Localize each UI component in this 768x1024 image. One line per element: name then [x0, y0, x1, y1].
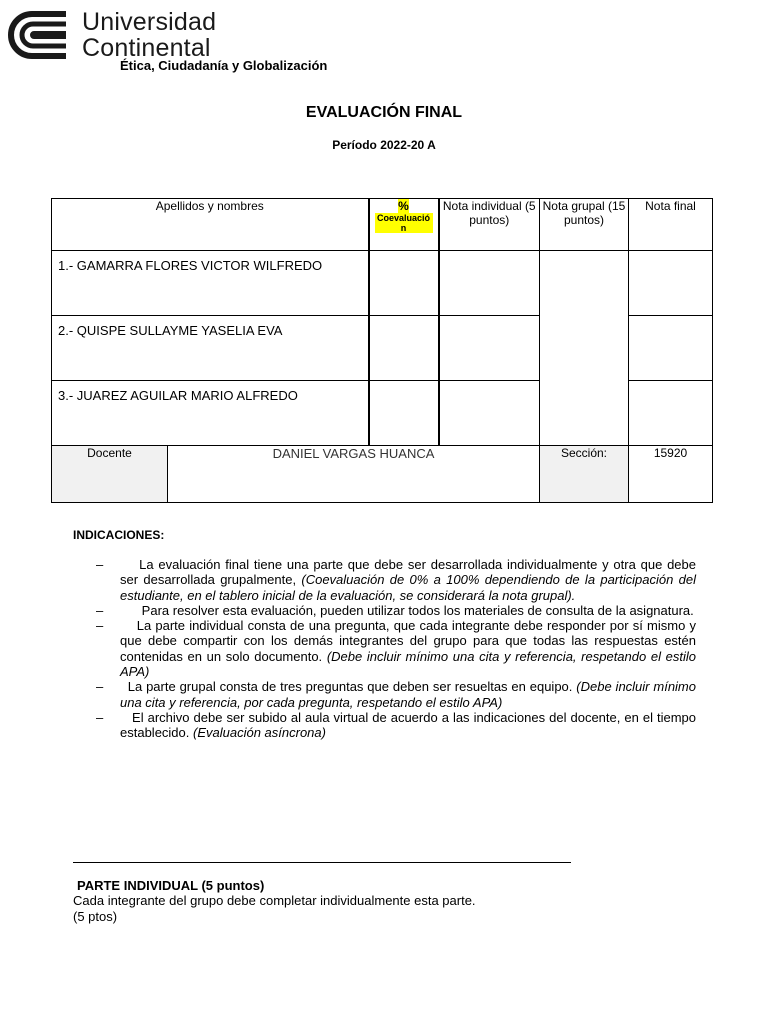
dash-bullet: – [96, 602, 104, 618]
subject-name: Ética, Ciudadanía y Globalización [120, 58, 328, 73]
university-logo [8, 10, 72, 60]
dash-bullet: – [96, 679, 104, 695]
section-value: 15920 [629, 446, 713, 503]
list-item [96, 603, 696, 618]
indication-note: (Debe incluir mínimo una cita y referencia, respetando el estilo APA) [120, 648, 696, 680]
indication-text: La parte individual consta de una pregunta, que cada integrante debe responder por sí mismo y que debe compartir con los demás integrantes del grupo para que todas las respuestas estén contenidas en un solo documento. [120, 618, 696, 664]
indication-note: (Coevaluación de 0% a 100% dependiendo de la participación del estudiante, en el tablero inicial de la evaluación, se considerará la nota grupal). [120, 572, 696, 603]
final-grade-cell[interactable] [629, 381, 713, 446]
list-item [96, 557, 696, 603]
individual-grade-cell[interactable] [439, 381, 540, 446]
table-row [52, 251, 713, 316]
indication-text: La evaluación final tiene una parte que debe ser desarrollada individualmente y otra que debe ser desarrollada grupalmente, [120, 557, 696, 588]
table-header-row [52, 199, 713, 251]
header-coevaluation [369, 199, 439, 251]
student-name: 2.- QUISPE SULLAYME YASELIA EVA [52, 316, 369, 381]
coevaluation-cell[interactable] [369, 251, 439, 316]
teacher-row [52, 446, 713, 503]
list-item [96, 618, 696, 679]
part-title: PARTE INDIVIDUAL (5 puntos) [77, 878, 265, 893]
list-item [96, 679, 696, 710]
indication-note: (Debe incluir mínimo una cita y referencia, por cada pregunta, respetando el estilo APA) [120, 679, 696, 710]
section-divider [73, 862, 571, 863]
student-name: 3.- JUAREZ AGUILAR MARIO ALFREDO [52, 381, 369, 446]
section-label: Sección: [540, 446, 629, 503]
university-name: Universidad Continental [82, 8, 217, 62]
header-names: Apellidos y nombres [52, 199, 369, 251]
indication-text: Para resolver esta evaluación, pueden utilizar todos los materiales de consulta de la asignatura. [141, 602, 694, 618]
dash-bullet: – [96, 557, 104, 572]
part-points: (5 ptos) [73, 909, 118, 924]
percent-label: % [398, 199, 409, 213]
coevaluation-cell[interactable] [369, 381, 439, 446]
dash-bullet: – [96, 618, 104, 634]
grades-table [51, 198, 713, 503]
group-grade-cell[interactable] [540, 251, 629, 446]
indication-text: La parte grupal consta de tres preguntas que deben ser resueltas en equipo. [127, 679, 573, 695]
indication-text: El archivo debe ser subido al aula virtual de acuerdo a las indicaciones del docente, en el tiempo establecido. [120, 709, 696, 741]
teacher-label: Docente [52, 446, 168, 503]
individual-grade-cell[interactable] [439, 251, 540, 316]
indication-note: (Evaluación asíncrona) [193, 725, 326, 741]
final-grade-cell[interactable] [629, 316, 713, 381]
coevaluation-cell[interactable] [369, 316, 439, 381]
dash-bullet: – [96, 709, 104, 725]
individual-grade-cell[interactable] [439, 316, 540, 381]
page-title: EVALUACIÓN FINAL [305, 104, 463, 121]
header-group: Nota grupal (15 puntos) [540, 199, 629, 251]
part-instruction: Cada integrante del grupo debe completar individualmente esta parte. [73, 893, 476, 908]
period-label: Período 2022-20 A [332, 138, 436, 152]
indications-title: INDICACIONES: [73, 528, 165, 542]
student-name: 1.- GAMARRA FLORES VICTOR WILFREDO [52, 251, 369, 316]
final-grade-cell[interactable] [629, 251, 713, 316]
header-final: Nota final [629, 199, 713, 251]
indications-list [96, 557, 696, 741]
header-individual: Nota individual (5 puntos) [439, 199, 540, 251]
teacher-name: DANIEL VARGAS HUANCA [168, 446, 540, 503]
coevaluation-label: Coevaluación [375, 213, 433, 233]
list-item [96, 710, 696, 741]
